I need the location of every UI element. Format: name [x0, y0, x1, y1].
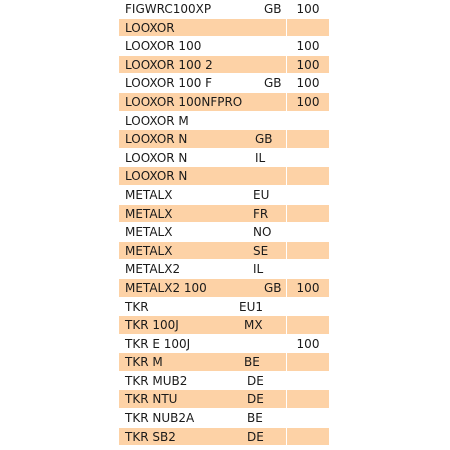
product-name: LOOXOR N	[125, 150, 188, 165]
column-divider	[286, 223, 287, 241]
product-name: LOOXOR N	[125, 132, 188, 147]
product-name: LOOXOR	[125, 20, 175, 35]
country-code: MX	[244, 318, 263, 333]
table-row[interactable]	[119, 186, 329, 205]
column-divider	[286, 372, 287, 390]
column-divider	[286, 390, 287, 408]
country-code: EU	[253, 187, 270, 202]
table-row[interactable]	[119, 316, 329, 335]
quantity-cell: 100	[296, 280, 320, 295]
column-divider	[286, 353, 287, 371]
table-row[interactable]	[119, 0, 329, 19]
product-name: METALX	[125, 225, 173, 240]
table-row[interactable]	[119, 390, 329, 409]
table-row[interactable]	[119, 279, 329, 298]
table-row[interactable]	[119, 335, 329, 354]
table-row[interactable]	[119, 428, 329, 447]
column-divider	[286, 242, 287, 260]
product-name: TKR M	[125, 355, 163, 370]
quantity-cell: 100	[296, 94, 320, 109]
column-divider	[286, 260, 287, 278]
country-code: GB	[264, 76, 282, 91]
table-row[interactable]	[119, 74, 329, 93]
product-name: LOOXOR 100NFPRO	[125, 94, 243, 109]
table-row[interactable]	[119, 298, 329, 317]
country-code: FR	[253, 206, 269, 221]
column-divider	[286, 19, 287, 37]
table-row[interactable]	[119, 205, 329, 224]
table-row[interactable]	[119, 223, 329, 242]
product-name: METALX	[125, 243, 173, 258]
table-row[interactable]	[119, 260, 329, 279]
country-code: GB	[264, 280, 282, 295]
product-name: METALX	[125, 187, 173, 202]
product-name: LOOXOR 100 F	[125, 76, 213, 91]
quantity-cell: 100	[296, 2, 320, 16]
country-code: NO	[253, 225, 272, 240]
column-divider	[286, 298, 287, 316]
product-name: TKR E 100J	[125, 336, 191, 351]
column-divider	[286, 112, 287, 130]
table-row[interactable]	[119, 93, 329, 112]
table-row[interactable]	[119, 37, 329, 56]
table-row[interactable]	[119, 372, 329, 391]
table-row[interactable]	[119, 19, 329, 38]
product-name: TKR NUB2A	[125, 411, 195, 426]
table-row[interactable]	[119, 149, 329, 168]
product-name: LOOXOR 100 2	[125, 57, 213, 72]
table-row[interactable]	[119, 56, 329, 75]
product-name: METALX2 100	[125, 280, 207, 295]
product-name: TKR NTU	[125, 392, 178, 407]
column-divider	[286, 149, 287, 167]
country-code: GB	[264, 2, 282, 16]
quantity-cell: 100	[296, 39, 320, 54]
product-name: LOOXOR M	[125, 113, 189, 128]
country-code: IL	[255, 150, 266, 165]
product-name: TKR	[125, 299, 149, 314]
column-divider	[286, 130, 287, 148]
column-divider	[286, 205, 287, 223]
column-divider	[286, 316, 287, 334]
country-code: BE	[244, 355, 260, 370]
country-code: DE	[247, 373, 264, 388]
quantity-cell: 100	[296, 336, 320, 351]
country-code: DE	[247, 392, 264, 407]
product-name: TKR 100J	[125, 318, 179, 333]
product-name: TKR MUB2	[125, 373, 188, 388]
column-divider	[286, 409, 287, 427]
country-code: SE	[253, 243, 269, 258]
product-name: FIGWRC100XP	[125, 2, 212, 16]
product-table	[119, 0, 329, 446]
product-name: TKR SB2	[125, 429, 176, 444]
table-row[interactable]	[119, 353, 329, 372]
table-row[interactable]	[119, 242, 329, 261]
table-row[interactable]	[119, 112, 329, 131]
product-name: METALX2	[125, 262, 181, 277]
product-name: LOOXOR 100	[125, 39, 202, 54]
quantity-cell: 100	[296, 57, 320, 72]
country-code: BE	[247, 411, 263, 426]
table-row[interactable]	[119, 167, 329, 186]
table-row[interactable]	[119, 409, 329, 428]
country-code: GB	[255, 132, 273, 147]
product-name: LOOXOR N	[125, 169, 188, 184]
column-divider	[286, 428, 287, 446]
product-name: METALX	[125, 206, 173, 221]
quantity-cell: 100	[296, 76, 320, 91]
country-code: IL	[253, 262, 264, 277]
column-divider	[286, 167, 287, 185]
table-row[interactable]	[119, 130, 329, 149]
country-code: EU1	[239, 299, 263, 314]
country-code: DE	[247, 429, 264, 444]
column-divider	[286, 186, 287, 204]
